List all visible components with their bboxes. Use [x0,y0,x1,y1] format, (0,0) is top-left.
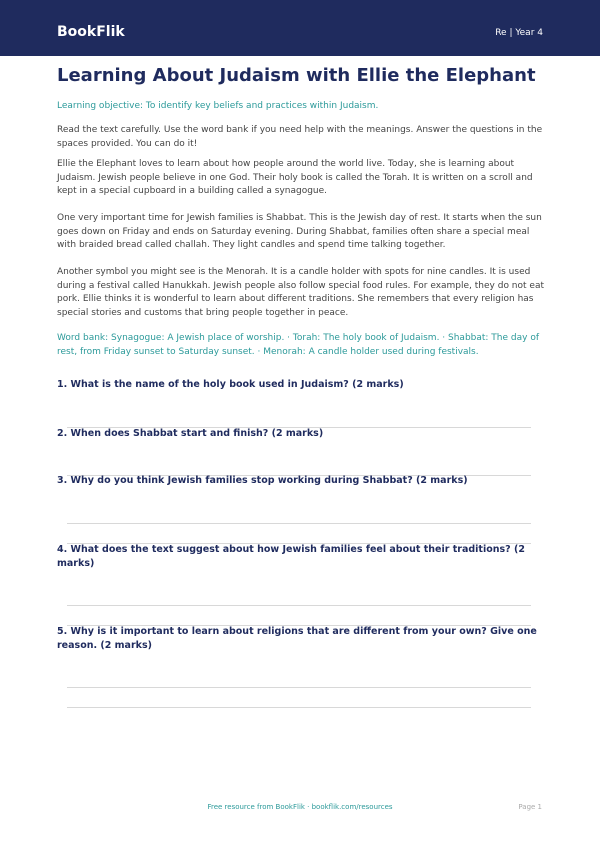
question-1: 1. What is the name of the holy book used in Judaism? (2 marks) [57,379,404,390]
answer-line[interactable] [67,687,531,688]
subject-year-label: Re | Year 4 [495,28,543,38]
question-5: 5. Why is it important to learn about religions that are different from your own? Give one reason. (2 marks) [57,626,537,651]
reading-paragraph-3: Another symbol you might see is the Menorah. It is a candle holder with spots for nine candles. It is used during a festival called Hanukkah. Jewish people also follow special food rules. For example, they do not eat pork. Ellie thinks it is wonderful to learn about different traditions. She remembers that every religion has special stories and customs that bring people together in peace. [57,267,544,318]
learning-objective: Learning objective: To identify key beliefs and practices within Judaism. [57,101,379,111]
answer-line[interactable] [67,605,531,606]
footer-link[interactable]: Free resource from BookFlik · bookflik.com/resources [207,803,393,811]
question-3: 3. Why do you think Jewish families stop working during Shabbat? (2 marks) [57,475,468,486]
brand-logo: BookFlik [57,24,125,40]
reading-paragraph-2: One very important time for Jewish families is Shabbat. This is the Jewish day of rest. It starts when the sun goes down on Friday and ends on Saturday evening. During Shabbat, families often share a special meal with braided bread called challah. They light candles and spend time talking together. [57,213,542,250]
worksheet-title: Learning About Judaism with Ellie the Elephant [57,65,536,86]
answer-line[interactable] [67,523,531,524]
word-bank: Word bank: Synagogue: A Jewish place of worship. · Torah: The holy book of Judaism. · Shabbat: The day of rest, from Friday sunset to Saturday sunset. · Menorah: A candle holder used during festivals. [57,333,539,357]
page-header [0,0,600,56]
question-4: 4. What does the text suggest about how Jewish families feel about their traditions? (2 marks) [57,544,525,569]
answer-line[interactable] [67,707,531,708]
question-2: 2. When does Shabbat start and finish? (2 marks) [57,428,324,439]
reading-paragraph-1: Ellie the Elephant loves to learn about how people around the world live. Today, she is learning about Judaism. Jewish people believe in one God. Their holy book is called the Torah. It is written on a scroll and kept in a special cupboard in a building called a synagogue. [57,159,533,196]
instructions: Read the text carefully. Use the word bank if you need help with the meanings. Answer the questions in the spaces provided. You can do it! [57,125,543,149]
page-number: Page 1 [518,803,542,811]
